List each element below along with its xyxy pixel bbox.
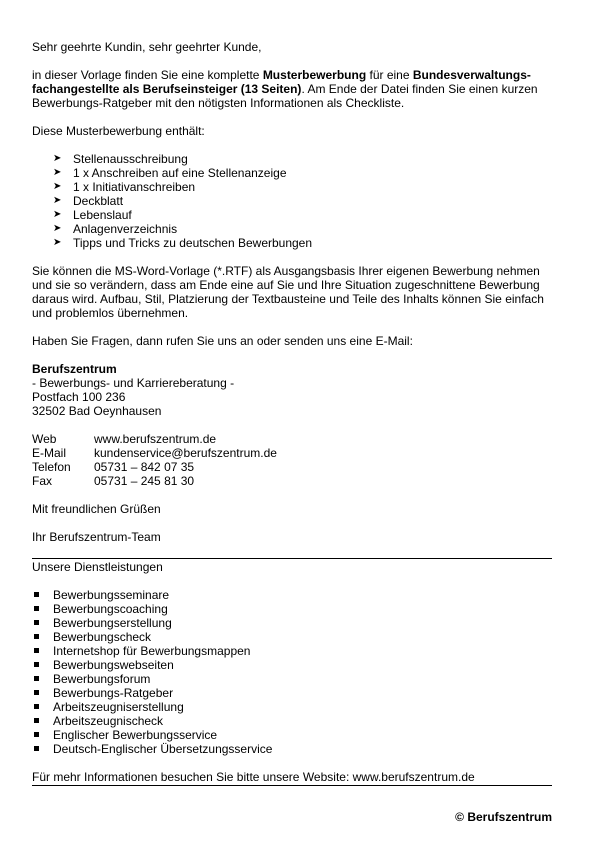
list-item-label: Stellenausschreibung: [73, 152, 188, 166]
usage-paragraph: [32, 264, 552, 320]
list-item-label: Anlagenverzeichnis: [73, 222, 178, 236]
intro-text-1: in dieser Vorlage finden Sie eine komplette: [32, 68, 263, 82]
arrow-bullet-icon: ➤: [53, 181, 62, 192]
square-bullet-icon: [34, 648, 39, 653]
list-item: [32, 700, 552, 714]
usage-line: Sie können die MS-Word-Vorlage (*.RTF) als Ausgangsbasis Ihrer eigenen Bewerbung nehmen: [32, 264, 540, 278]
list-item: [32, 728, 552, 742]
list-item-label: Englischer Bewerbungsservice: [53, 728, 218, 742]
arrow-bullet-icon: ➤: [53, 223, 62, 234]
list-item: [32, 630, 552, 644]
square-bullet-icon: [34, 690, 39, 695]
contact-label: Fax: [32, 474, 53, 488]
contact-label: Web: [32, 432, 57, 446]
list-item-label: Deutsch-Englischer Übersetzungsservice: [53, 742, 273, 756]
list-item-label: Deckblatt: [73, 194, 124, 208]
list-item-label: Bewerbungserstellung: [53, 616, 172, 630]
list-item: [32, 222, 552, 236]
list-item: [32, 152, 552, 166]
services-list: [32, 588, 552, 756]
list-item-label: Arbeitszeugnischeck: [53, 714, 164, 728]
list-item-label: Bewerbungscheck: [53, 630, 152, 644]
arrow-bullet-icon: ➤: [53, 237, 62, 248]
list-item: [32, 672, 552, 686]
contents-list: [32, 152, 552, 250]
intro-text-3: . Am Ende der Datei finden Sie einen kurzen: [301, 82, 538, 96]
contact-row-fax: [32, 474, 552, 488]
intro-text-4: Bewerbungs-Ratgeber mit den nötigsten Informationen als Checkliste.: [32, 96, 405, 110]
divider: [32, 558, 552, 559]
city: 32502 Bad Oeynhausen: [32, 404, 162, 418]
arrow-bullet-icon: ➤: [53, 209, 62, 220]
list-item-label: Arbeitszeugniserstellung: [53, 700, 184, 714]
arrow-bullet-icon: ➤: [53, 167, 62, 178]
list-item-label: Tipps und Tricks zu deutschen Bewerbungen: [73, 236, 313, 250]
list-item-label: Bewerbungswebseiten: [53, 658, 174, 672]
list-item: [32, 686, 552, 700]
list-item: [32, 714, 552, 728]
po-box: Postfach 100 236: [32, 390, 126, 404]
email-link[interactable]: kundenservice@berufszentrum.de: [94, 446, 277, 460]
phone-number: 05731 – 842 07 35: [94, 460, 195, 474]
address-block: [32, 362, 552, 418]
list-item-label: Bewerbungsforum: [53, 672, 151, 686]
list-item: [32, 602, 552, 616]
footer-info: Für mehr Informationen besuchen Sie bitte unsere Website: www.berufszentrum.de: [32, 770, 475, 784]
contact-row-phone: [32, 460, 552, 474]
list-item-label: 1 x Initiativanschreiben: [73, 180, 196, 194]
list-item: [32, 166, 552, 180]
copyright: © Berufszentrum: [455, 810, 552, 824]
company-name: Berufszentrum: [32, 362, 117, 376]
document-page: [32, 40, 552, 786]
square-bullet-icon: [34, 718, 39, 723]
list-item-label: Bewerbungs-Ratgeber: [53, 686, 174, 700]
list-item: [32, 180, 552, 194]
arrow-bullet-icon: ➤: [53, 195, 62, 206]
contact-label: Telefon: [32, 460, 71, 474]
company-tagline: - Bewerbungs- und Karriereberatung -: [32, 376, 235, 390]
divider: [32, 785, 552, 786]
list-item: [32, 742, 552, 756]
list-item-label: Lebenslauf: [73, 208, 132, 222]
intro-text-2: für eine: [366, 68, 413, 82]
list-item: [32, 616, 552, 630]
intro-paragraph: [32, 68, 552, 110]
square-bullet-icon: [34, 662, 39, 667]
list-item: [32, 236, 552, 250]
square-bullet-icon: [34, 634, 39, 639]
square-bullet-icon: [34, 592, 39, 597]
fax-number: 05731 – 245 81 30: [94, 474, 195, 488]
contact-block: [32, 432, 552, 488]
list-item: [32, 588, 552, 602]
closing: Mit freundlichen Grüßen: [32, 502, 161, 516]
list-item: [32, 194, 552, 208]
website-link[interactable]: www.berufszentrum.de: [94, 432, 217, 446]
questions-text: Haben Sie Fragen, dann rufen Sie uns an oder senden uns eine E-Mail:: [32, 334, 413, 348]
signature: Ihr Berufszentrum-Team: [32, 530, 161, 544]
square-bullet-icon: [34, 732, 39, 737]
contact-label: E-Mail: [32, 446, 67, 460]
list-item-label: 1 x Anschreiben auf eine Stellenanzeige: [73, 166, 287, 180]
square-bullet-icon: [34, 606, 39, 611]
services-heading: Unsere Dienstleistungen: [32, 560, 163, 574]
arrow-bullet-icon: ➤: [53, 153, 62, 164]
intro-bold-job-2: fachangestellte als Berufseinsteiger (13 Seiten): [32, 82, 302, 96]
list-item: [32, 208, 552, 222]
list-item: [32, 644, 552, 658]
usage-line: und sie so verändern, dass am Ende eine auf Sie und Ihre Situation zugeschnittene Bewerbung: [32, 278, 540, 292]
square-bullet-icon: [34, 704, 39, 709]
greeting: Sehr geehrte Kundin, sehr geehrter Kunde,: [32, 40, 262, 54]
contact-row-web: [32, 432, 552, 446]
contents-heading: Diese Musterbewerbung enthält:: [32, 124, 205, 138]
intro-bold-musterbewerbung: Musterbewerbung: [262, 68, 367, 82]
usage-line: daraus wird. Aufbau, Stil, Platzierung der Textbausteine und Teile des Inhalts können Sie einfach: [32, 292, 544, 306]
square-bullet-icon: [34, 620, 39, 625]
list-item: [32, 658, 552, 672]
square-bullet-icon: [34, 676, 39, 681]
intro-bold-job-1: Bundesverwaltungs-: [412, 68, 531, 82]
list-item-label: Bewerbungscoaching: [53, 602, 168, 616]
usage-line: und problemlos übernehmen.: [32, 306, 189, 320]
list-item-label: Bewerbungsseminare: [53, 588, 170, 602]
square-bullet-icon: [34, 746, 39, 751]
contact-row-email: [32, 446, 552, 460]
list-item-label: Internetshop für Bewerbungsmappen: [53, 644, 251, 658]
